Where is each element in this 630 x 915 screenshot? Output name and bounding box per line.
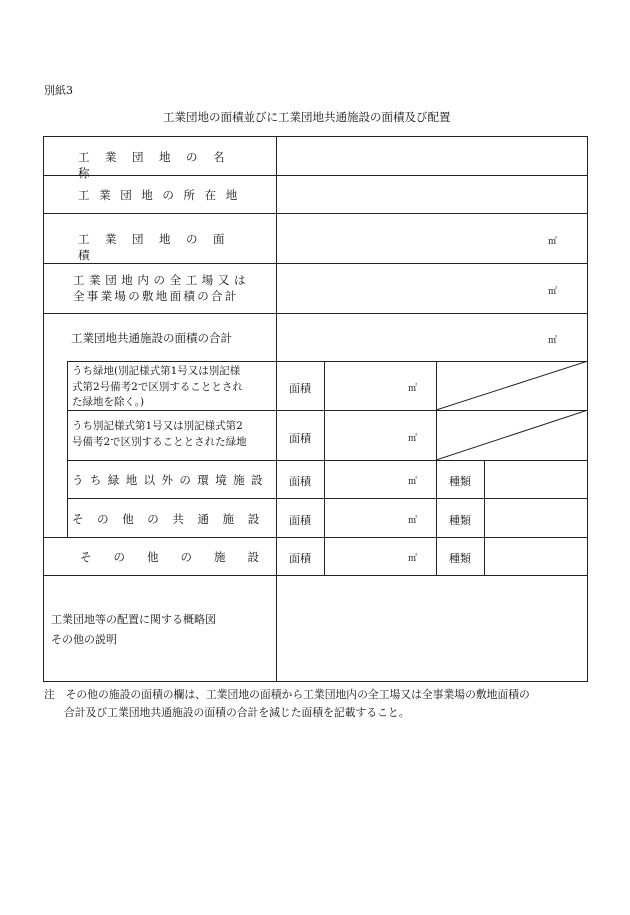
unit-factory: ㎡ [548,287,558,297]
unit-green: ㎡ [408,384,418,394]
area-label-green2: 面積 [289,432,311,445]
kind-label-other-common: 種類 [449,514,471,527]
page-title: 工業団地の面積並びに工業団地共通施設の面積及び配置 [163,110,451,124]
unit-common: ㎡ [548,336,558,346]
label-other-facility: その他の施設 [80,550,281,564]
unit-other: ㎡ [408,554,418,564]
unit-green2: ㎡ [408,434,418,444]
area-label-green: 面積 [289,382,311,395]
kind-label-env: 種類 [449,475,471,488]
label-name: 工業団地の名称 [78,150,240,180]
label-common-total: 工業団地共通施設の面積の合計 [71,331,232,345]
label-factory: 工業団地内の全工場又は 全事業場の敷地面積の合計 [73,273,251,303]
diagonal-strike [436,361,588,460]
label-other-common: その他の共通施設 [72,512,273,526]
area-label-env: 面積 [289,475,311,488]
annex-label: 別紙3 [44,84,73,97]
label-green: うち緑地(別記様式第1号又は別記様 式第2号備考2で区別することとされ た緑地を除く。) [72,365,243,408]
kind-label-other: 種類 [449,552,471,565]
area-label-other: 面積 [289,552,311,565]
label-location: 工業団地の所在地 [78,188,247,202]
footnote: 注 その他の施設の面積の欄は、工業団地の面積から工業団地内の全工場又は全事業場の敷地面積の 合計及び工業団地共通施設の面積の合計を減じた面積を記載すること。 [44,688,530,719]
label-area: 工業団地の面積 [78,232,240,262]
label-env-facility: うち緑地以外の環境施設 [72,473,269,487]
label-green-separated: うち別記様式第1号又は別記様式第2 号備考2で区別することとされた緑地 [72,420,247,448]
label-layout: 工業団地等の配置に関する概略図 その他の説明 [51,613,216,646]
unit-area: ㎡ [548,237,558,247]
unit-env: ㎡ [408,477,418,487]
unit-other-common: ㎡ [408,516,418,526]
area-label-other-common: 面積 [289,514,311,527]
